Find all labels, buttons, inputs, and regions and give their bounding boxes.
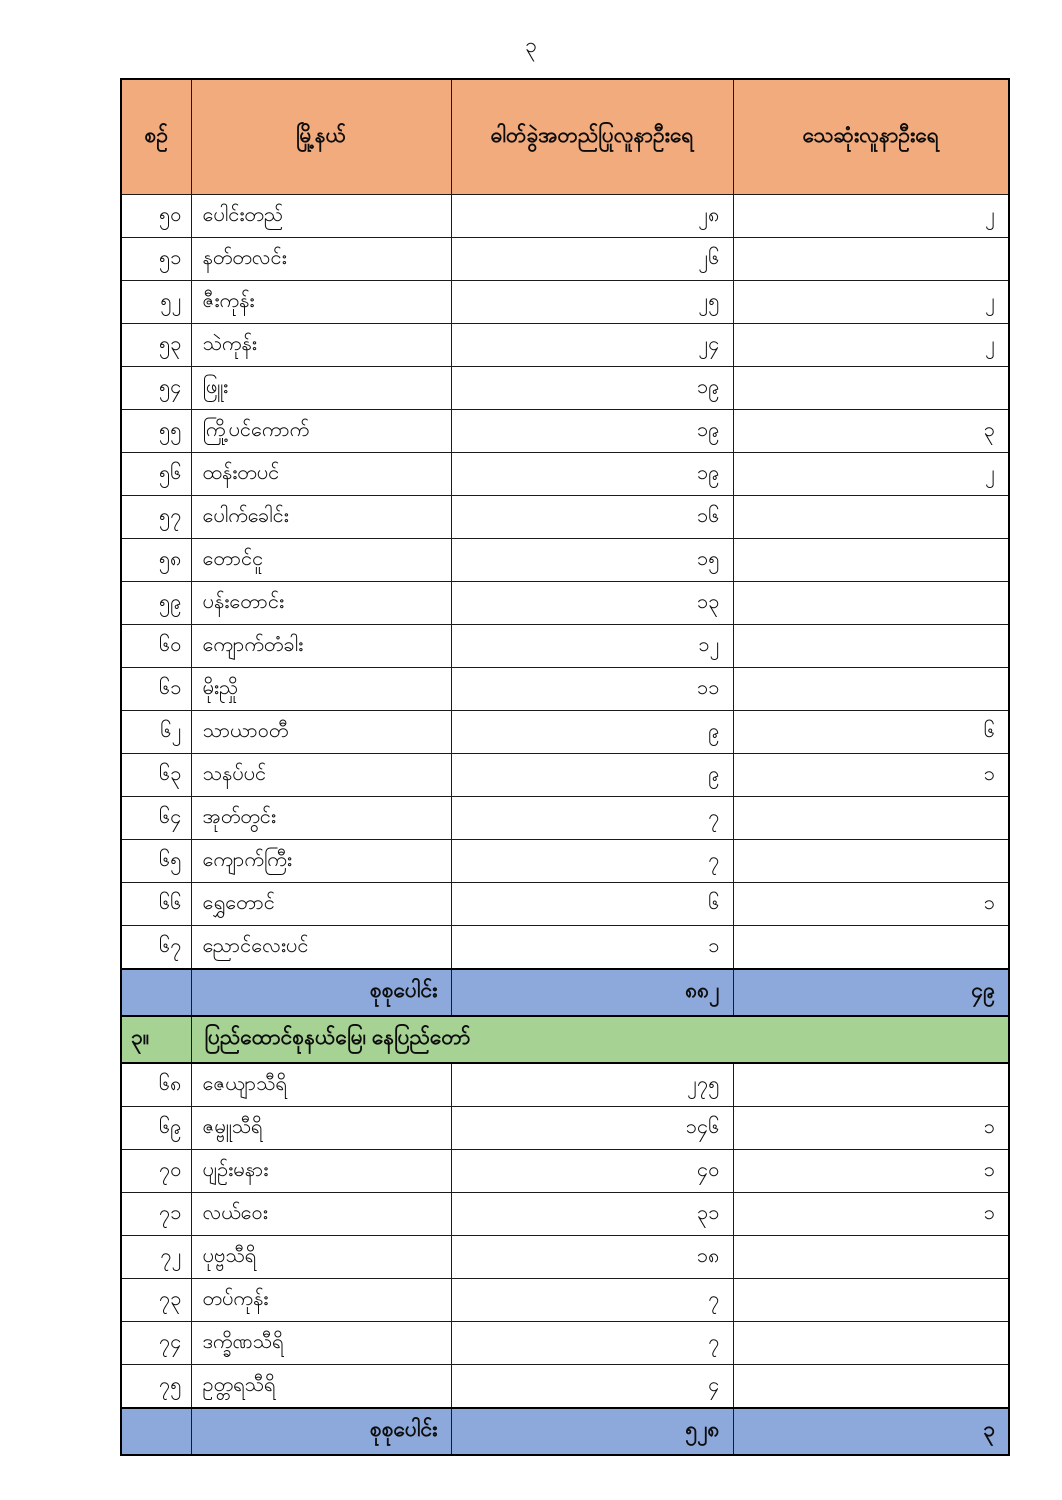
section1-total-deaths: ၄၉ xyxy=(733,969,1009,1016)
table-row xyxy=(121,496,1009,539)
cell-serial: ၅၂ xyxy=(121,281,191,324)
cell-township: တပ်ကုန်း xyxy=(191,1279,451,1322)
cell-serial: ၆၅ xyxy=(121,840,191,883)
cell-confirmed: ၁၃ xyxy=(451,582,733,625)
table-row xyxy=(121,1107,1009,1150)
table-row xyxy=(121,668,1009,711)
table-row xyxy=(121,582,1009,625)
table-row xyxy=(121,324,1009,367)
cell-confirmed: ၁၉ xyxy=(451,367,733,410)
cell-deaths xyxy=(733,1322,1009,1365)
cell-confirmed: ၁၈ xyxy=(451,1236,733,1279)
section2-header xyxy=(121,1016,1009,1063)
table-row xyxy=(121,926,1009,970)
cell-serial: ၆၄ xyxy=(121,797,191,840)
cell-serial: ၆၇ xyxy=(121,926,191,970)
section2-total xyxy=(121,1408,1009,1455)
cell-serial: ၆၈ xyxy=(121,1063,191,1107)
table-row xyxy=(121,1193,1009,1236)
cell-serial: ၇၄ xyxy=(121,1322,191,1365)
cell-deaths: ၁ xyxy=(733,754,1009,797)
cell-serial: ၅၀ xyxy=(121,195,191,238)
cell-township: ပျဉ်းမနား xyxy=(191,1150,451,1193)
table-row xyxy=(121,1322,1009,1365)
section2-total-label: စုစုပေါင်း xyxy=(191,1408,451,1455)
cell-confirmed: ၆ xyxy=(451,883,733,926)
cell-serial: ၅၅ xyxy=(121,410,191,453)
cell-township: ကျောက်ကြီး xyxy=(191,840,451,883)
cell-deaths: ၁ xyxy=(733,1107,1009,1150)
cell-serial: ၇၀ xyxy=(121,1150,191,1193)
cell-township: တောင်ငူ xyxy=(191,539,451,582)
column-header-confirmed: ဓါတ်ခွဲအတည်ပြုလူနာဦးရေ xyxy=(451,79,733,195)
cell-township: ညောင်လေးပင် xyxy=(191,926,451,970)
cell-deaths: ၁ xyxy=(733,883,1009,926)
table-row xyxy=(121,1150,1009,1193)
cell-township: ရွှေတောင် xyxy=(191,883,451,926)
table-row xyxy=(121,754,1009,797)
cell-confirmed: ၂၄ xyxy=(451,324,733,367)
cell-township: သာယာဝတီ xyxy=(191,711,451,754)
table-row xyxy=(121,840,1009,883)
cell-deaths: ၃ xyxy=(733,410,1009,453)
cell-deaths xyxy=(733,1063,1009,1107)
cell-township: ထန်းတပင် xyxy=(191,453,451,496)
section1-total-row xyxy=(121,969,1009,1016)
cell-serial: ၇၃ xyxy=(121,1279,191,1322)
table-row xyxy=(121,281,1009,324)
cell-serial: ၇၅ xyxy=(121,1365,191,1409)
cell-township: ပေါက်ခေါင်း xyxy=(191,496,451,539)
table-row xyxy=(121,453,1009,496)
table-row xyxy=(121,367,1009,410)
section2-number: ၃။ xyxy=(121,1016,191,1063)
cell-deaths: ၂ xyxy=(733,324,1009,367)
cell-township: မိုးညှို xyxy=(191,668,451,711)
column-header-serial: စဉ် xyxy=(121,79,191,195)
cell-township: ဖြူး xyxy=(191,367,451,410)
table-row xyxy=(121,195,1009,238)
table-row xyxy=(121,1063,1009,1107)
cell-serial: ၆၆ xyxy=(121,883,191,926)
cell-deaths xyxy=(733,1279,1009,1322)
cell-deaths xyxy=(733,797,1009,840)
cell-serial: ၅၈ xyxy=(121,539,191,582)
cell-confirmed: ၇ xyxy=(451,1279,733,1322)
section2-rows xyxy=(121,1063,1009,1408)
cell-serial: ၅၇ xyxy=(121,496,191,539)
section2-title: ပြည်ထောင်စုနယ်မြေ၊ နေပြည်တော် xyxy=(191,1016,1009,1063)
cell-confirmed: ၇ xyxy=(451,1322,733,1365)
cell-confirmed: ၉ xyxy=(451,711,733,754)
cell-serial: ၇၂ xyxy=(121,1236,191,1279)
cell-confirmed: ၁၉ xyxy=(451,453,733,496)
cell-serial: ၅၆ xyxy=(121,453,191,496)
cell-deaths: ၂ xyxy=(733,453,1009,496)
section1-total xyxy=(121,969,1009,1016)
table-row xyxy=(121,1365,1009,1409)
column-header-deaths: သေဆုံးလူနာဦးရေ xyxy=(733,79,1009,195)
cell-township: နတ်တလင်း xyxy=(191,238,451,281)
cell-township: ဇမ္ဗူသီရိ xyxy=(191,1107,451,1150)
cell-confirmed: ၂၇၅ xyxy=(451,1063,733,1107)
cell-deaths xyxy=(733,238,1009,281)
cell-confirmed: ၁ xyxy=(451,926,733,970)
cell-serial: ၆၀ xyxy=(121,625,191,668)
section1-total-confirmed: ၈၈၂ xyxy=(451,969,733,1016)
cell-confirmed: ၄ xyxy=(451,1365,733,1409)
section2-total-deaths: ၃ xyxy=(733,1408,1009,1455)
cell-township: ပုဗ္ဗသီရိ xyxy=(191,1236,451,1279)
cell-confirmed: ၂၈ xyxy=(451,195,733,238)
cell-blank xyxy=(121,1408,191,1455)
cell-confirmed: ၇ xyxy=(451,840,733,883)
cell-confirmed: ၁၉ xyxy=(451,410,733,453)
cell-confirmed: ၂၅ xyxy=(451,281,733,324)
cell-deaths: ၂ xyxy=(733,281,1009,324)
cell-serial: ၆၂ xyxy=(121,711,191,754)
cell-serial: ၇၁ xyxy=(121,1193,191,1236)
cell-township: ကျောက်တံခါး xyxy=(191,625,451,668)
cell-confirmed: ၇ xyxy=(451,797,733,840)
cell-deaths: ၁ xyxy=(733,1193,1009,1236)
table-row xyxy=(121,539,1009,582)
cell-deaths xyxy=(733,1365,1009,1409)
cell-confirmed: ၃၁ xyxy=(451,1193,733,1236)
column-header-township: မြို့နယ် xyxy=(191,79,451,195)
cell-township: ဒက္ခိဏသီရိ xyxy=(191,1322,451,1365)
cell-serial: ၆၃ xyxy=(121,754,191,797)
cell-township: ပန်းတောင်း xyxy=(191,582,451,625)
header-row xyxy=(121,79,1009,195)
cell-confirmed: ၂၆ xyxy=(451,238,733,281)
covid-township-table xyxy=(120,78,1010,1456)
cell-deaths: ၆ xyxy=(733,711,1009,754)
cell-township: လယ်ဝေး xyxy=(191,1193,451,1236)
cell-blank xyxy=(121,969,191,1016)
table-row xyxy=(121,1236,1009,1279)
cell-confirmed: ၁၁ xyxy=(451,668,733,711)
cell-serial: ၆၉ xyxy=(121,1107,191,1150)
table-row xyxy=(121,1279,1009,1322)
cell-township: ဥတ္တရသီရိ xyxy=(191,1365,451,1409)
cell-township: အုတ်တွင်း xyxy=(191,797,451,840)
cell-township: ပေါင်းတည် xyxy=(191,195,451,238)
cell-confirmed: ၄၀ xyxy=(451,1150,733,1193)
cell-confirmed: ၁၄၆ xyxy=(451,1107,733,1150)
table-row xyxy=(121,238,1009,281)
section2-header-row xyxy=(121,1016,1009,1063)
cell-confirmed: ၉ xyxy=(451,754,733,797)
section2-total-row xyxy=(121,1408,1009,1455)
cell-deaths xyxy=(733,496,1009,539)
cell-confirmed: ၁၅ xyxy=(451,539,733,582)
section2-total-confirmed: ၅၂၈ xyxy=(451,1408,733,1455)
table-row xyxy=(121,797,1009,840)
cell-serial: ၆၁ xyxy=(121,668,191,711)
table-row xyxy=(121,883,1009,926)
cell-deaths xyxy=(733,1236,1009,1279)
cell-deaths xyxy=(733,539,1009,582)
cell-serial: ၅၃ xyxy=(121,324,191,367)
cell-deaths xyxy=(733,582,1009,625)
cell-serial: ၅၄ xyxy=(121,367,191,410)
cell-deaths xyxy=(733,367,1009,410)
page-number: ၃ xyxy=(525,34,537,57)
table-header xyxy=(121,79,1009,195)
table-row xyxy=(121,711,1009,754)
section1-total-label: စုစုပေါင်း xyxy=(191,969,451,1016)
cell-deaths: ၂ xyxy=(733,195,1009,238)
cell-township: သနပ်ပင် xyxy=(191,754,451,797)
cell-serial: ၅၉ xyxy=(121,582,191,625)
cell-confirmed: ၁၆ xyxy=(451,496,733,539)
table-row xyxy=(121,410,1009,453)
cell-deaths xyxy=(733,625,1009,668)
cell-deaths xyxy=(733,668,1009,711)
cell-deaths xyxy=(733,926,1009,970)
cell-township: သဲကုန်း xyxy=(191,324,451,367)
cell-township: ဇီးကုန်း xyxy=(191,281,451,324)
cell-township: ကြို့ပင်ကောက် xyxy=(191,410,451,453)
cell-township: ဇေယျာသီရိ xyxy=(191,1063,451,1107)
cell-deaths: ၁ xyxy=(733,1150,1009,1193)
section1-rows xyxy=(121,195,1009,970)
cell-serial: ၅၁ xyxy=(121,238,191,281)
table-row xyxy=(121,625,1009,668)
cell-confirmed: ၁၂ xyxy=(451,625,733,668)
cell-deaths xyxy=(733,840,1009,883)
